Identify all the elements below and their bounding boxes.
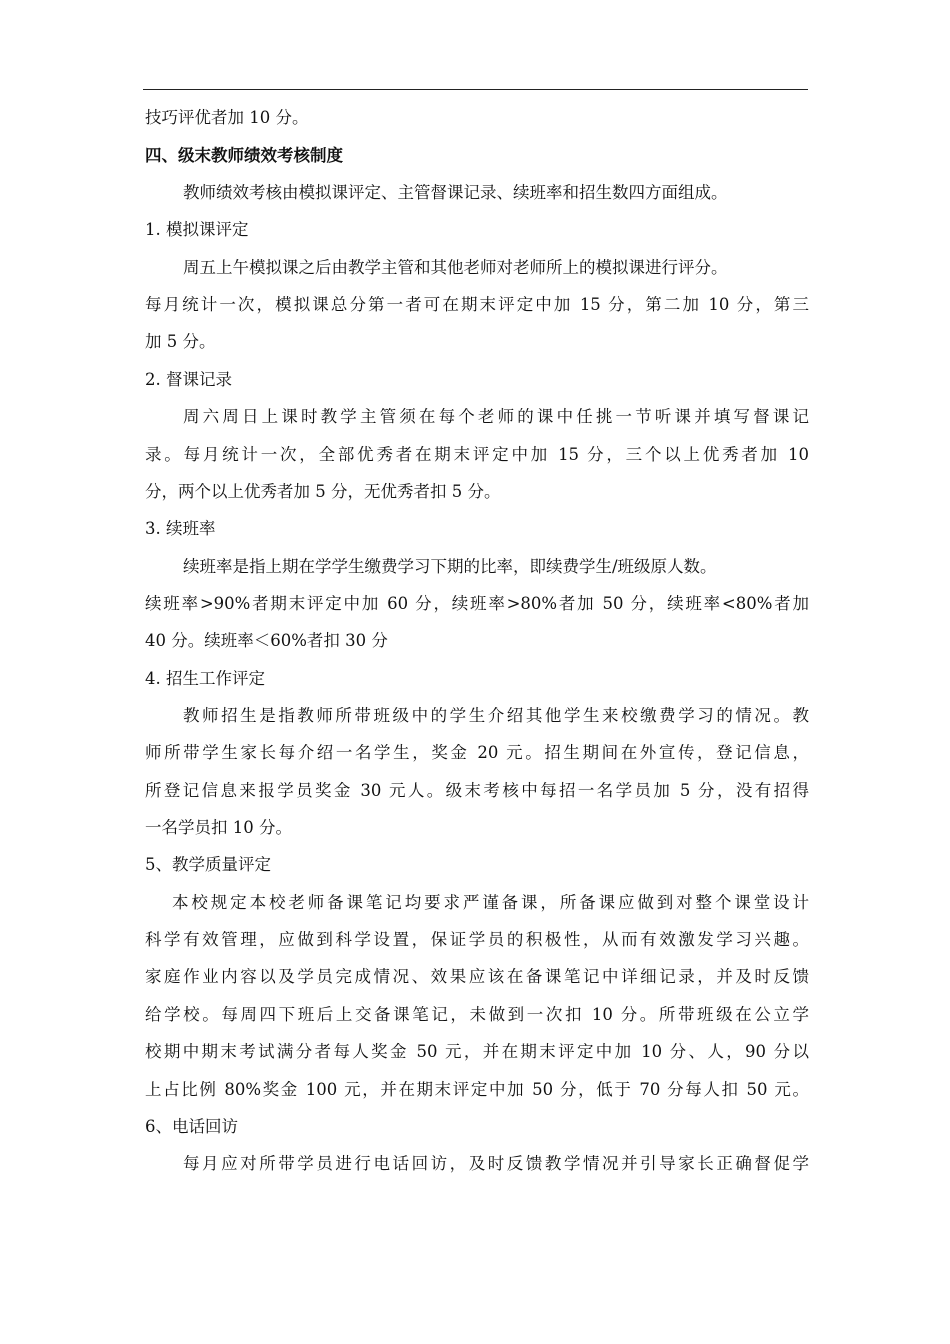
paragraph-line: 周六周日上课时教学主管须在每个老师的课中任挑一节听课并填写督课记 xyxy=(183,407,809,426)
paragraph-line: 每月统计一次，模拟课总分第一者可在期末评定中加 15 分，第二加 10 分，第三 xyxy=(145,295,809,314)
paragraph-line: 周五上午模拟课之后由教学主管和其他老师对老师所上的模拟课进行评分。 xyxy=(183,258,728,277)
paragraph-line: 本校规定本校老师备课笔记均要求严谨备课，所备课应做到对整个课堂设计 xyxy=(172,893,809,912)
header-rule xyxy=(143,89,808,90)
paragraph-line: 40 分。续班率＜60%者扣 30 分 xyxy=(145,631,388,650)
paragraph-line: 续班率是指上期在学学生缴费学习下期的比率，即续费学生/班级原人数。 xyxy=(183,557,717,576)
subsection-heading: 1. 模拟课评定 xyxy=(145,220,249,239)
paragraph-line: 续班率>90%者期末评定中加 60 分，续班率>80%者加 50 分，续班率<80%者加 xyxy=(145,594,809,613)
paragraph-line: 上占比例 80%奖金 100 元，并在期末评定中加 50 分，低于 70 分每人扣 50 元。 xyxy=(145,1080,809,1099)
paragraph-line: 科学有效管理，应做到科学设置，保证学员的积极性，从而有效激发学习兴趣。 xyxy=(145,930,809,949)
paragraph-line: 教师绩效考核由模拟课评定、主管督课记录、续班率和招生数四方面组成。 xyxy=(183,183,728,202)
paragraph-line: 录。每月统计一次，全部优秀者在期末评定中加 15 分，三个以上优秀者加 10 xyxy=(145,445,809,464)
section-heading: 四、级末教师绩效考核制度 xyxy=(145,146,343,165)
paragraph-line: 校期中期末考试满分者每人奖金 50 元，并在期末评定中加 10 分、人，90 分以 xyxy=(145,1042,809,1061)
body-text-line: 技巧评优者加 10 分。 xyxy=(145,108,309,127)
paragraph-line: 分，两个以上优秀者加 5 分，无优秀者扣 5 分。 xyxy=(145,482,501,501)
paragraph-line: 教师招生是指教师所带班级中的学生介绍其他学生来校缴费学习的情况。教 xyxy=(183,706,809,725)
subsection-heading: 3. 续班率 xyxy=(145,519,216,538)
subsection-heading: 2. 督课记录 xyxy=(145,370,232,389)
paragraph-line: 给学校。每周四下班后上交备课笔记，未做到一次扣 10 分。所带班级在公立学 xyxy=(145,1005,809,1024)
paragraph-line: 所登记信息来报学员奖金 30 元人。级末考核中每招一名学员加 5 分，没有招得 xyxy=(145,781,809,800)
paragraph-line: 家庭作业内容以及学员完成情况、效果应该在备课笔记中详细记录，并及时反馈 xyxy=(145,967,809,986)
paragraph-line: 师所带学生家长每介绍一名学生，奖金 20 元。招生期间在外宣传，登记信息， xyxy=(145,743,809,762)
paragraph-line: 加 5 分。 xyxy=(145,332,216,351)
subsection-heading: 5、教学质量评定 xyxy=(145,855,271,874)
paragraph-line: 一名学员扣 10 分。 xyxy=(145,818,292,837)
subsection-heading: 4. 招生工作评定 xyxy=(145,669,265,688)
subsection-heading: 6、电话回访 xyxy=(145,1117,238,1136)
paragraph-line: 每月应对所带学员进行电话回访，及时反馈教学情况并引导家长正确督促学 xyxy=(183,1154,809,1173)
